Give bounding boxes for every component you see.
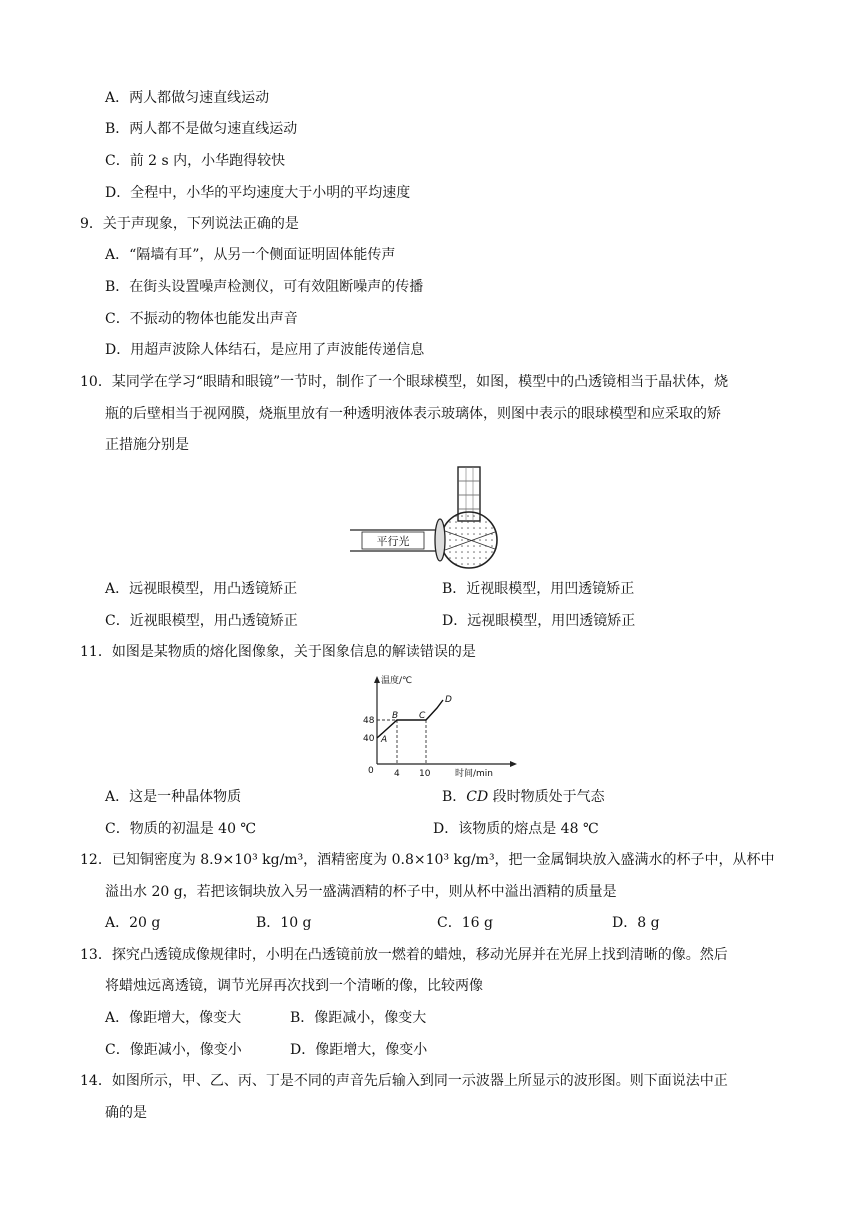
q10-option-a: A．远视眼模型，用凸透镜矫正	[105, 581, 298, 597]
eye-model-figure	[345, 465, 535, 570]
y-axis-arrow	[374, 676, 380, 683]
q11-option-a: A．这是一种晶体物质	[105, 789, 242, 805]
melting-graph	[355, 672, 530, 782]
q10-option-d: D．远视眼模型，用凹透镜矫正	[442, 613, 636, 629]
y-tick-48: 48	[363, 716, 375, 726]
x-axis-arrow	[510, 761, 517, 767]
point-d-label: D	[445, 695, 452, 705]
q9-option-b: B．在街头设置噪声检测仪，可有效阻断噪声的传播	[105, 279, 424, 295]
y-axis-label: 温度/℃	[381, 676, 413, 686]
point-a-label: A	[381, 735, 388, 745]
q13-stem-line-2: 将蜡烛远离透镜，调节光屏再次找到一个清晰的像，比较两像	[105, 978, 483, 994]
q11-option-b-suffix: 段时物质处于气态	[488, 789, 605, 805]
q12-stem-line-1: 12．已知铜密度为 8.9×10³ kg/m³，酒精密度为 0.8×10³ kg/m³，把一金属铜块放入盛满水的杯子中，从杯中	[80, 852, 775, 868]
q13-option-a: A．像距增大，像变大	[105, 1010, 242, 1026]
point-c-label: C	[419, 711, 426, 721]
y-tick-40: 40	[363, 734, 375, 744]
q13-option-b: B．像距减小，像变大	[290, 1010, 427, 1026]
q9-option-a: A．“隔墙有耳”，从另一个侧面证明固体能传声	[105, 247, 396, 263]
q10-stem-line-1: 10．某同学在学习“眼睛和眼镜”一节时，制作了一个眼球模型，如图，模型中的凸透镜相当于晶状体，烧	[80, 374, 729, 390]
q12-option-d: D．8 g	[612, 915, 660, 931]
q8-option-d: D．全程中，小华的平均速度大于小明的平均速度	[105, 185, 411, 201]
x-axis-label: 时间/min	[455, 769, 494, 779]
q13-option-d: D．像距增大，像变小	[290, 1042, 428, 1058]
q8-option-b: B．两人都不是做匀速直线运动	[105, 121, 298, 137]
q9-stem: 9．关于声现象，下列说法正确的是	[80, 216, 299, 232]
q11-stem: 11．如图是某物质的熔化图像象，关于图象信息的解读错误的是	[80, 644, 476, 660]
parallel-light-label: 平行光	[376, 535, 410, 548]
q8-option-a: A．两人都做匀速直线运动	[105, 90, 270, 106]
q10-stem-line-2: 瓶的后壁相当于视网膜，烧瓶里放有一种透明液体表示玻璃体，则图中表示的眼球模型和应采取的矫	[105, 406, 721, 422]
q11-option-b-prefix: B．	[442, 789, 467, 805]
q12-option-c: C．16 g	[437, 915, 493, 931]
q10-option-b: B．近视眼模型，用凹透镜矫正	[442, 581, 635, 597]
melting-curve	[377, 700, 443, 738]
q12-stem-line-2: 溢出水 20 g，若把该铜块放入另一盛满酒精的杯子中，则从杯中溢出酒精的质量是	[105, 884, 617, 900]
x-tick-10: 10	[419, 769, 431, 779]
q8-option-c: C．前 2 s 内，小华跑得较快	[105, 153, 286, 169]
q11-option-c: C．物质的初温是 40 ℃	[105, 821, 257, 837]
q13-stem-line-1: 13．探究凸透镜成像规律时，小明在凸透镜前放一燃着的蜡烛，移动光屏并在光屏上找到清晰的像。然后	[80, 947, 728, 963]
q14-stem-line-1: 14．如图所示，甲、乙、丙、丁是不同的声音先后输入到同一示波器上所显示的波形图。则下面说法中正	[80, 1073, 728, 1089]
q12-option-a: A．20 g	[105, 915, 161, 931]
q11-option-b-segment: CD	[466, 789, 489, 805]
origin-label: 0	[368, 766, 374, 776]
q12-option-b: B．10 g	[256, 915, 312, 931]
q13-option-c: C．像距减小，像变小	[105, 1042, 242, 1058]
q10-option-c: C．近视眼模型，用凸透镜矫正	[105, 613, 298, 629]
q10-stem-line-3: 正措施分别是	[105, 437, 189, 453]
q11-option-b	[442, 787, 605, 807]
q9-option-d: D．用超声波除人体结石，是应用了声波能传递信息	[105, 342, 425, 358]
point-b-label: B	[392, 711, 399, 721]
convex-lens	[435, 519, 445, 561]
x-tick-4: 4	[394, 769, 400, 779]
q11-option-d: D．该物质的熔点是 48 ℃	[433, 821, 599, 837]
q14-stem-line-2: 确的是	[105, 1105, 147, 1121]
q9-option-c: C．不振动的物体也能发出声音	[105, 311, 298, 327]
